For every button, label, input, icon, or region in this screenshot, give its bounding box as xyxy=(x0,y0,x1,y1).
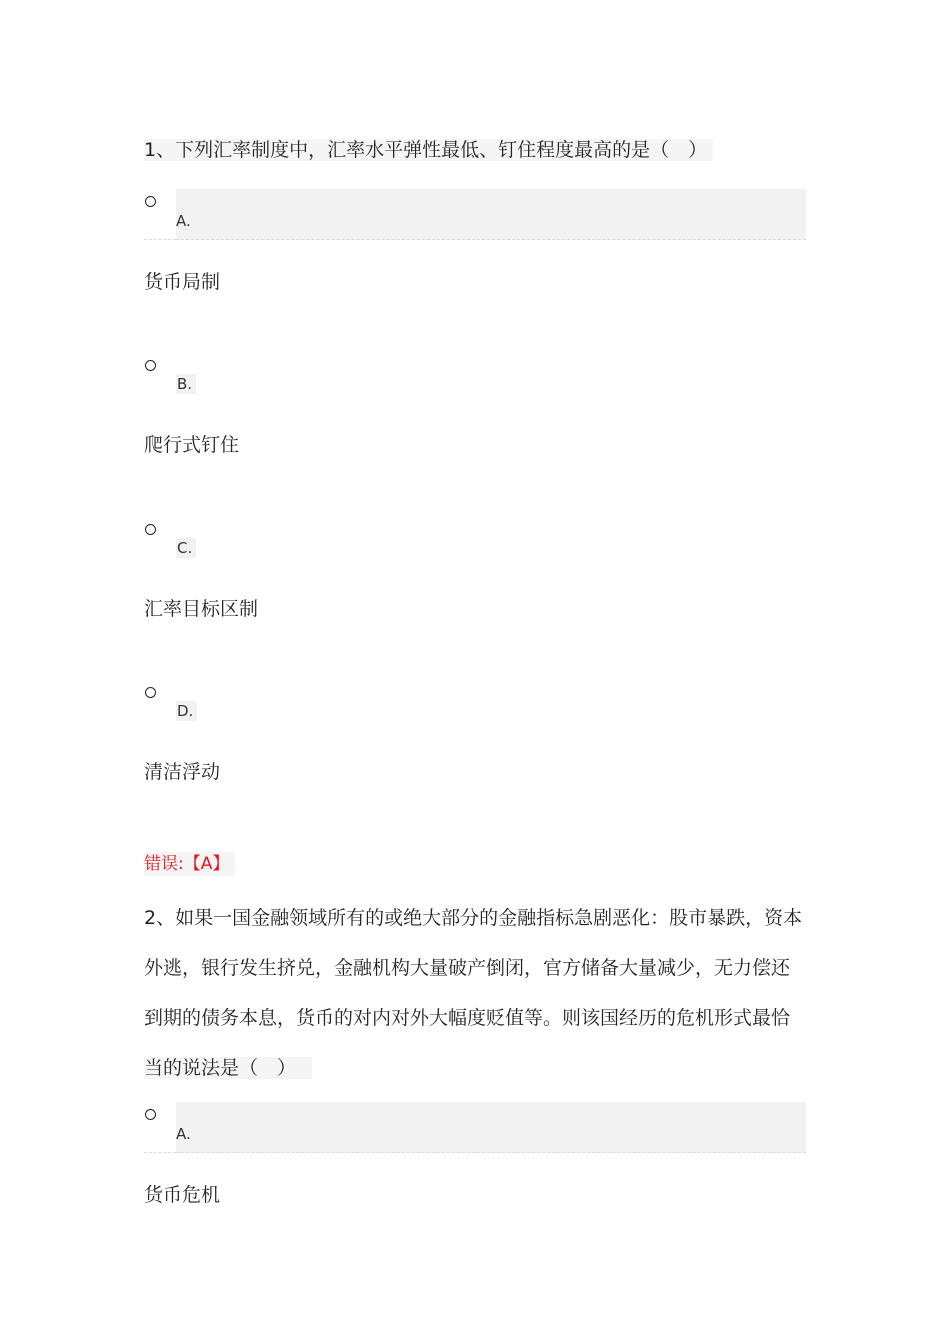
q2-option-a-radio[interactable] xyxy=(145,1109,156,1120)
question-2-line-2: 外逃，银行发生挤兑，金融机构大量破产倒闭，官方储备大量减少，无力偿还 xyxy=(144,957,791,979)
option-a-box[interactable] xyxy=(176,189,806,240)
answer-feedback: 错误:【A】 xyxy=(144,852,235,876)
option-c-radio[interactable] xyxy=(145,524,156,535)
option-a-text: 货币局制 xyxy=(144,271,221,293)
question-2-line-3: 到期的债务本息，货币的对内对外大幅度贬值等。则该国经历的危机形式最恰 xyxy=(144,1007,791,1029)
option-d-letter: D. xyxy=(176,701,197,721)
question-2-line-4: 当的说法是（ ） xyxy=(144,1055,312,1081)
question-1-text: 1、下列汇率制度中，汇率水平弹性最低、钉住程度最高的是（ ） xyxy=(144,137,713,163)
q2-option-a-text: 货币危机 xyxy=(144,1184,221,1206)
option-d-text: 清洁浮动 xyxy=(144,761,221,783)
option-d-radio[interactable] xyxy=(145,687,156,698)
q2-option-a-box[interactable] xyxy=(176,1102,806,1153)
option-c-text: 汇率目标区制 xyxy=(144,598,259,620)
q2-option-a-letter: A. xyxy=(176,1125,191,1143)
option-a-radio[interactable] xyxy=(145,196,156,207)
q2-option-a-divider xyxy=(144,1152,176,1153)
option-b-radio[interactable] xyxy=(145,360,156,371)
option-c-letter: C. xyxy=(176,538,196,558)
option-a-divider xyxy=(144,239,176,240)
option-a-letter: A. xyxy=(176,212,191,230)
option-b-letter: B. xyxy=(176,374,196,394)
option-b-text: 爬行式钉住 xyxy=(144,434,240,456)
question-2-line-1: 2、如果一国金融领域所有的或绝大部分的金融指标急剧恶化：股市暴跌，资本 xyxy=(144,907,803,929)
